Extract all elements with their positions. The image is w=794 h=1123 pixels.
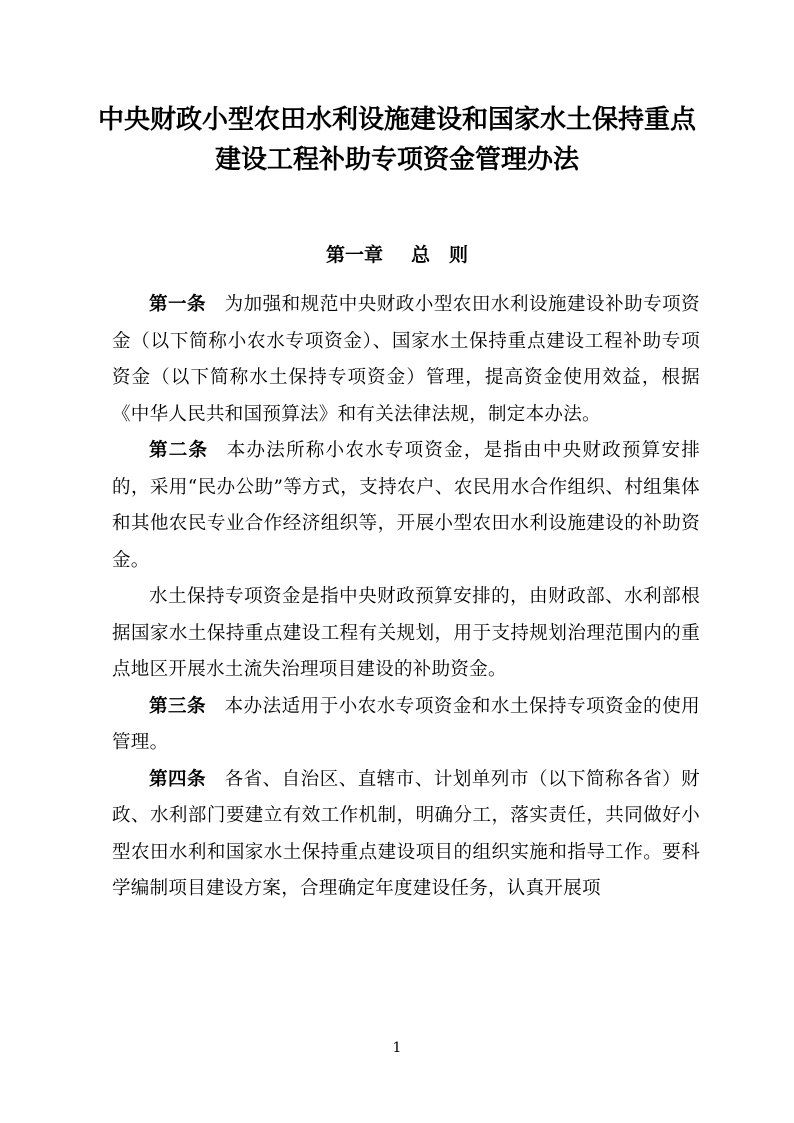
article-paragraph [112,433,700,579]
article-text: 为加强和规范中央财政小型农田水利设施建设补助专项资金（以下简称小农水专项资金）、国家水土保持重点建设工程补助专项资金（以下简称水土保持专项资金）管理，提高资金使用效益，根据《中华人民共和国预算法》和有关法律法规，制定本办法。 [112,294,700,425]
article-paragraph [112,579,700,689]
article-number: 第一条 [149,294,207,315]
page-number: 1 [392,1040,402,1056]
chapter-number: 第一章 [325,244,383,266]
article-number: 第二条 [149,440,209,461]
article-paragraph [112,762,700,908]
article-paragraph [112,287,700,433]
article-paragraph [112,689,700,762]
article-number: 第四条 [149,768,207,790]
article-text: 本办法适用于小农水专项资金和水土保持专项资金的使用管理。 [112,695,700,753]
document-body [112,287,700,908]
article-text: 本办法所称小农水专项资金，是指由中央财政预算安排的，采用“民办公助”等方式，支持农户、农民用水合作组织、村组集体和其他农民专业合作经济组织等，开展小型农田水利设施建设的补助资金。 [112,440,701,571]
document-title-line-1: 中央财政小型农田水利设施建设和国家水土保持重点 [97,105,696,135]
article-text: 各省、自治区、直辖市、计划单列市（以下简称各省）财政、水利部门要建立有效工作机制，明确分工，落实责任，共同做好小型农田水利和国家水土保持重点建设项目的组织实施和指导工作。要科学编制项目建设方案，合理确定年度建设任务，认真开展项 [112,768,700,899]
chapter-name: 总 则 [411,244,469,266]
article-number: 第三条 [149,695,207,717]
document-title-line-2: 建设工程补助专项资金管理办法 [214,145,579,175]
chapter-heading [0,240,794,270]
article-text: 水土保持专项资金是指中央财政预算安排的，由财政部、水利部根据国家水土保持重点建设工程有关规划，用于支持规划治理范围内的重点地区开展水土流失治理项目建设的补助资金。 [112,586,700,680]
